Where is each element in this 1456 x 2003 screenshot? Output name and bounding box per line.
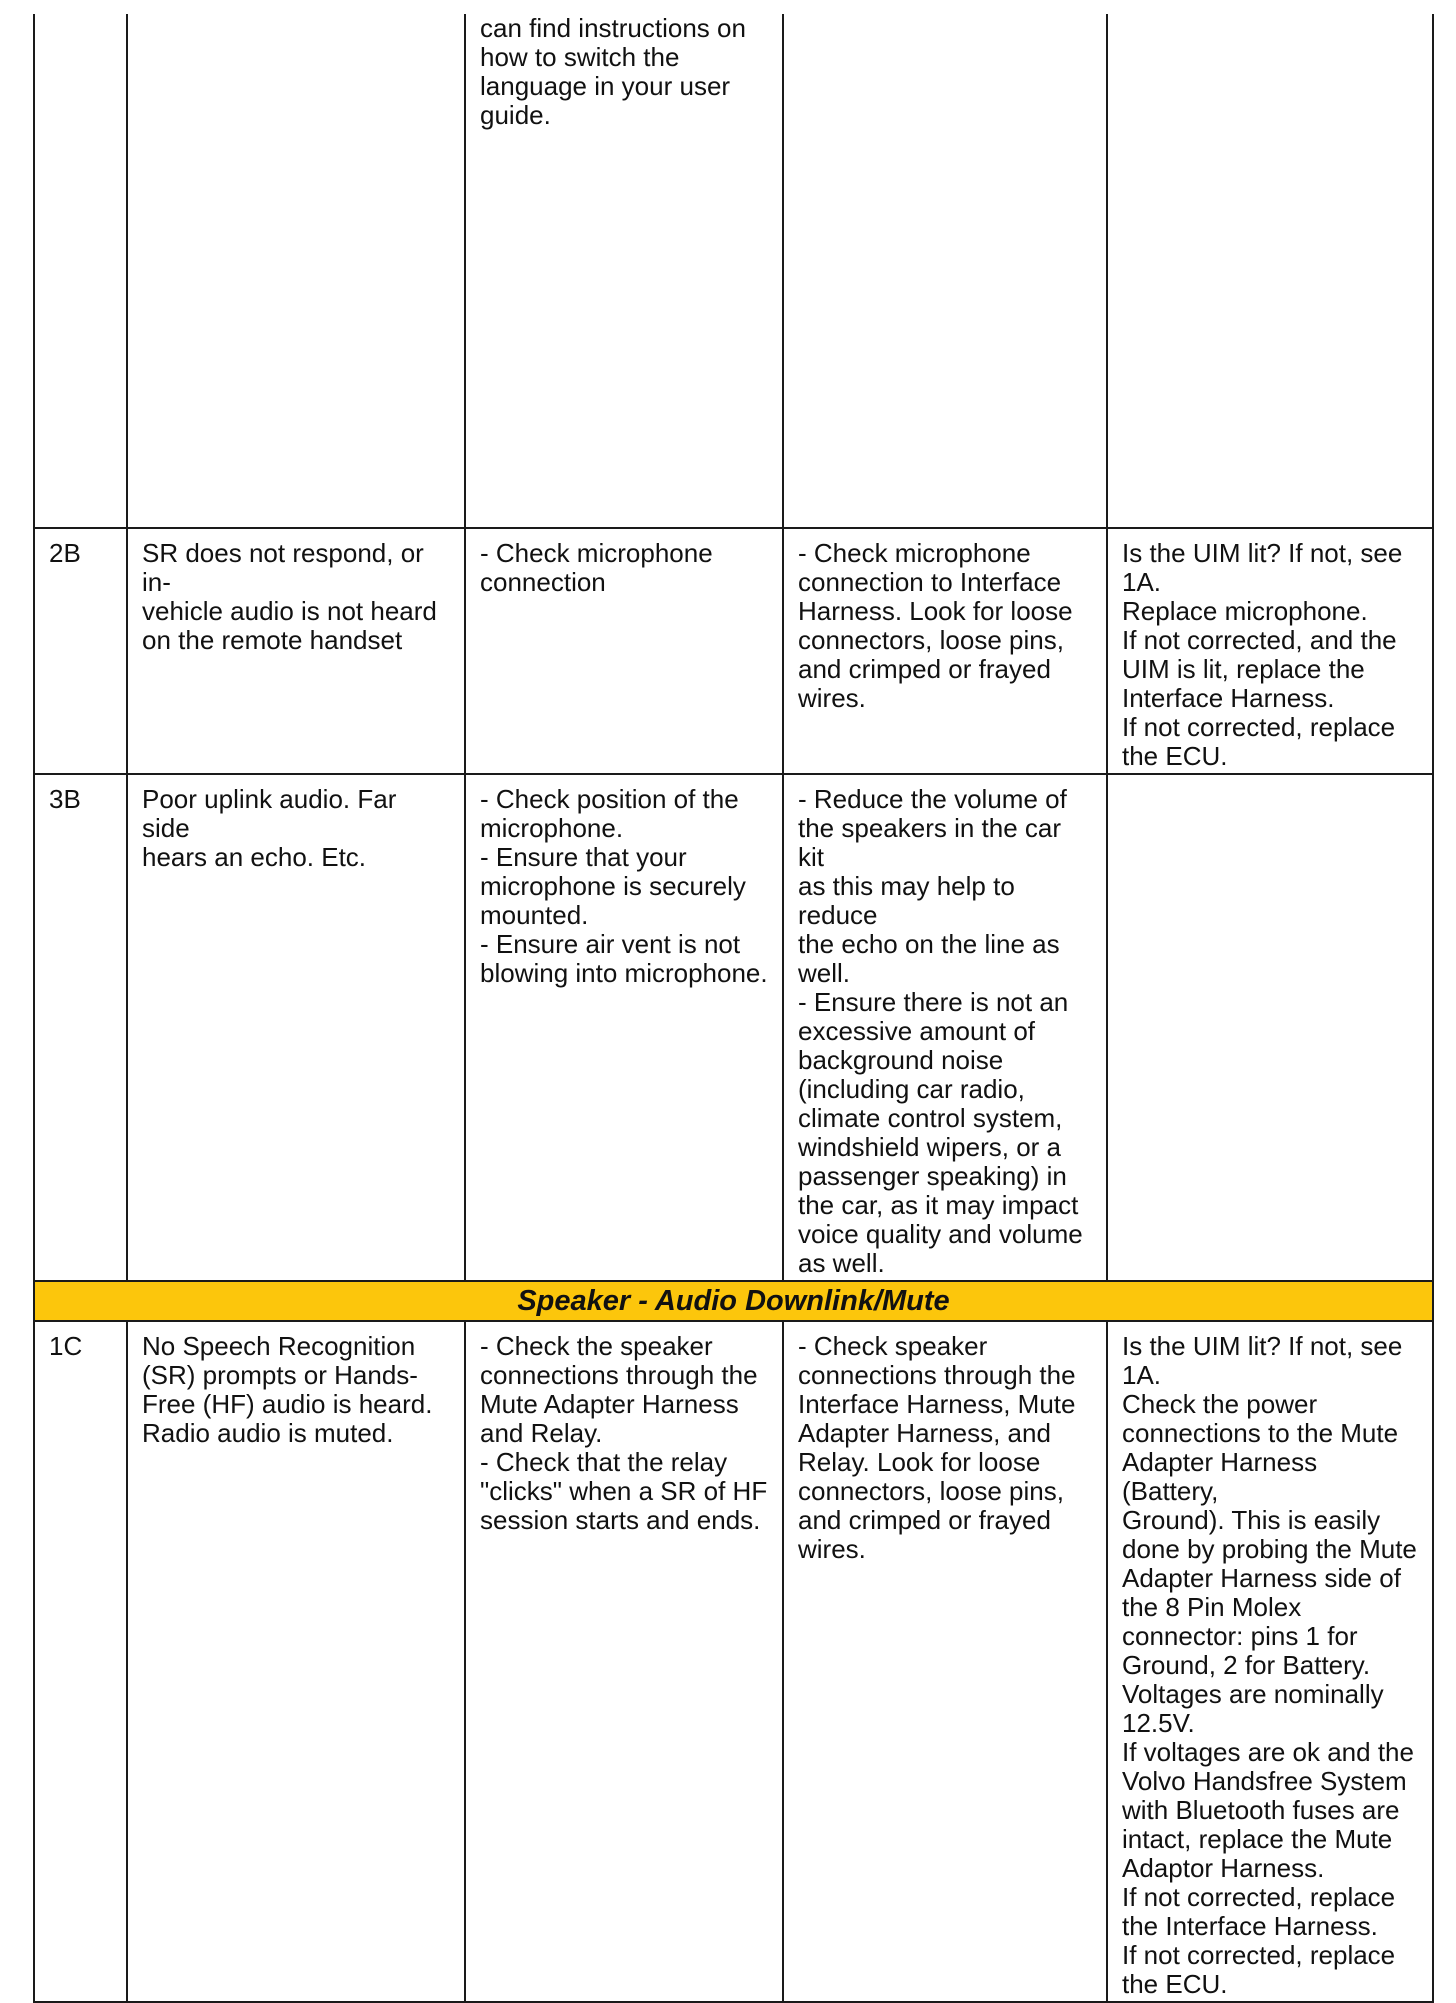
text-line: If not corrected, replace <box>1122 712 1396 742</box>
text-line: blowing into microphone. <box>480 958 768 988</box>
text-line: (including car radio, <box>798 1074 1025 1104</box>
text-line: SR does not respond, or in- <box>142 538 424 597</box>
check-cell <box>465 14 783 528</box>
id-cell <box>34 14 127 528</box>
text-line: connections to the Mute <box>1122 1418 1399 1448</box>
text-line: connections through the <box>480 1360 758 1390</box>
text-line: the Interface Harness. <box>1122 1911 1378 1941</box>
text-line: language in your user <box>480 71 731 101</box>
text-line: as this may help to reduce <box>798 871 1015 930</box>
table-row <box>34 1321 1433 2002</box>
text-line: Adapter Harness, and <box>798 1418 1051 1448</box>
id-cell: 1C <box>34 1321 127 2002</box>
section-title: Speaker - Audio Downlink/Mute <box>34 1281 1433 1321</box>
text-line: 12.5V. <box>1122 1708 1195 1738</box>
text-line: wires. <box>798 683 866 713</box>
troubleshooting-table <box>33 14 1434 2003</box>
text-line: 1A. <box>1122 567 1162 597</box>
text-line: the echo on the line as <box>798 929 1060 959</box>
text-line: "clicks" when a SR of HF <box>480 1476 768 1506</box>
resolution-cell <box>1107 14 1433 528</box>
text-line: the car, as it may impact <box>798 1190 1079 1220</box>
text-line: climate control system, <box>798 1103 1063 1133</box>
table-row <box>34 528 1433 774</box>
text-line: If voltages are ok and the <box>1122 1737 1414 1767</box>
text-line: can find instructions on <box>480 13 746 43</box>
text-line: the ECU. <box>1122 1969 1228 1999</box>
text-line: voice quality and volume <box>798 1219 1083 1249</box>
text-line: Interface Harness. <box>1122 683 1335 713</box>
text-line: Harness. Look for loose <box>798 596 1073 626</box>
symptom-cell <box>127 528 465 774</box>
text-line: Is the UIM lit? If not, see <box>1122 1331 1403 1361</box>
text-line: - Ensure that your <box>480 842 687 872</box>
text-line: how to switch the <box>480 42 680 72</box>
text-line: (SR) prompts or Hands- <box>142 1360 418 1390</box>
text-line: connections through the <box>798 1360 1076 1390</box>
text-line: - Check position of the <box>480 784 739 814</box>
resolution-cell <box>1107 774 1433 1281</box>
text-line: If not corrected, and the <box>1122 625 1397 655</box>
check-cell <box>465 528 783 774</box>
text-line: - Check speaker <box>798 1331 988 1361</box>
text-line: Interface Harness, Mute <box>798 1389 1076 1419</box>
text-line: Relay. Look for loose <box>798 1447 1041 1477</box>
text-line: Voltages are nominally <box>1122 1679 1384 1709</box>
text-line: background noise <box>798 1045 1004 1075</box>
text-line: Ground). This is easily <box>1122 1505 1381 1535</box>
text-line: on the remote handset <box>142 625 403 655</box>
symptom-cell <box>127 774 465 1281</box>
text-line: Adapter Harness side of <box>1122 1563 1401 1593</box>
text-line: Adapter Harness (Battery, <box>1122 1447 1318 1506</box>
text-line: hears an echo. Etc. <box>142 842 367 872</box>
text-line: windshield wipers, or a <box>798 1132 1062 1162</box>
section-header-row <box>34 1281 1433 1321</box>
text-line: - Reduce the volume of <box>798 784 1067 814</box>
text-line: wires. <box>798 1534 866 1564</box>
text-line: If not corrected, replace <box>1122 1882 1396 1912</box>
symptom-cell <box>127 1321 465 2002</box>
text-line: microphone. <box>480 813 624 843</box>
text-line: - Check microphone <box>798 538 1031 568</box>
check-cell <box>465 774 783 1281</box>
text-line: Poor uplink audio. Far side <box>142 784 397 843</box>
text-line: connector: pins 1 for <box>1122 1621 1358 1651</box>
text-line: microphone is securely <box>480 871 746 901</box>
text-line: - Ensure air vent is not <box>480 929 741 959</box>
text-line: intact, replace the Mute <box>1122 1824 1393 1854</box>
text-line: mounted. <box>480 900 589 930</box>
symptom-cell <box>127 14 465 528</box>
text-line: Adaptor Harness. <box>1122 1853 1325 1883</box>
text-line: the 8 Pin Molex <box>1122 1592 1302 1622</box>
id-cell: 2B <box>34 528 127 774</box>
text-line: Mute Adapter Harness <box>480 1389 739 1419</box>
action-cell <box>783 14 1107 528</box>
text-line: session starts and ends. <box>480 1505 761 1535</box>
text-line: and crimped or frayed <box>798 654 1051 684</box>
text-line: Radio audio is muted. <box>142 1418 394 1448</box>
text-line: - Check the speaker <box>480 1331 713 1361</box>
text-line: well. <box>798 958 851 988</box>
text-line: - Ensure there is not an <box>798 987 1069 1017</box>
text-line: 1A. <box>1122 1360 1162 1390</box>
text-line: No Speech Recognition <box>142 1331 416 1361</box>
text-line: connectors, loose pins, <box>798 625 1064 655</box>
resolution-cell <box>1107 528 1433 774</box>
action-cell <box>783 1321 1107 2002</box>
text-line: guide. <box>480 100 551 130</box>
text-line: and Relay. <box>480 1418 603 1448</box>
action-cell <box>783 774 1107 1281</box>
text-line: done by probing the Mute <box>1122 1534 1417 1564</box>
text-line: and crimped or frayed <box>798 1505 1051 1535</box>
text-line: excessive amount of <box>798 1016 1036 1046</box>
table-row <box>34 14 1433 528</box>
text-line: Ground, 2 for Battery. <box>1122 1650 1371 1680</box>
text-line: connection <box>480 567 606 597</box>
text-line: Replace microphone. <box>1122 596 1368 626</box>
text-line: Free (HF) audio is heard. <box>142 1389 433 1419</box>
text-line: passenger speaking) in <box>798 1161 1067 1191</box>
text-line: - Check microphone <box>480 538 713 568</box>
text-line: Is the UIM lit? If not, see <box>1122 538 1403 568</box>
text-line: - Check that the relay <box>480 1447 728 1477</box>
text-line: connection to Interface <box>798 567 1062 597</box>
text-line: UIM is lit, replace the <box>1122 654 1365 684</box>
text-line: Check the power <box>1122 1389 1318 1419</box>
text-line: as well. <box>798 1248 885 1278</box>
id-cell: 3B <box>34 774 127 1281</box>
check-cell <box>465 1321 783 2002</box>
text-line: the ECU. <box>1122 741 1228 771</box>
text-line: connectors, loose pins, <box>798 1476 1064 1506</box>
action-cell <box>783 528 1107 774</box>
text-line: If not corrected, replace <box>1122 1940 1396 1970</box>
resolution-cell <box>1107 1321 1433 2002</box>
text-line: Volvo Handsfree System <box>1122 1766 1407 1796</box>
text-line: the speakers in the car kit <box>798 813 1062 872</box>
text-line: with Bluetooth fuses are <box>1122 1795 1400 1825</box>
table-row <box>34 774 1433 1281</box>
text-line: vehicle audio is not heard <box>142 596 437 626</box>
